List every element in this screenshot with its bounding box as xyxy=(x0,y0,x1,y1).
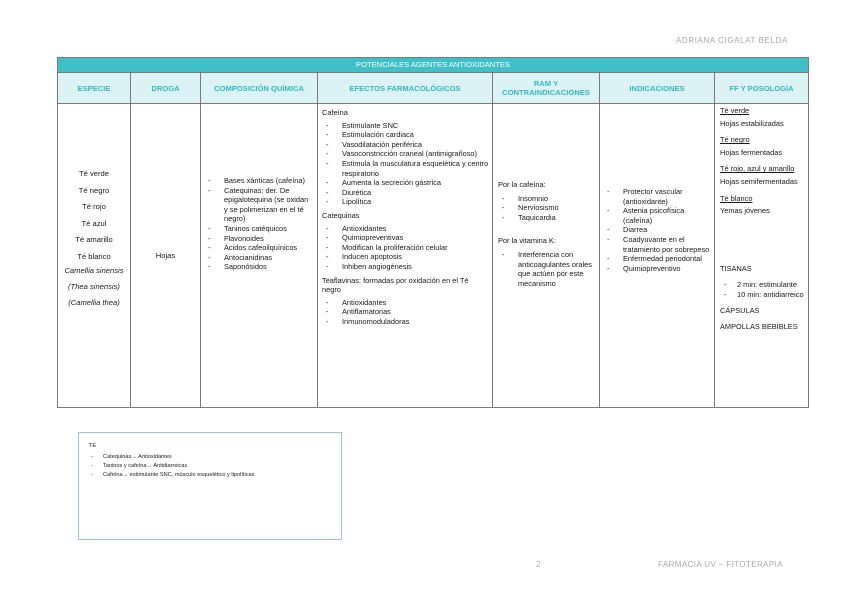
ram-cell xyxy=(493,104,600,408)
efectos-teaflavinas-title: Teaflavinas: formadas por oxidación en el Té negro xyxy=(322,275,469,295)
efecto-item: - Antioxidantes xyxy=(322,298,489,308)
efectos-catequinas-title: Catequinas xyxy=(322,210,360,220)
indicacion-item: - Diarrea xyxy=(603,225,710,235)
especie-item: Té negro xyxy=(78,185,110,195)
indicacion-item: - Protector vascular (antioxidante) xyxy=(603,187,710,206)
efectos-cell xyxy=(318,104,493,408)
ff-tisanas-title: TISANAS xyxy=(720,263,752,273)
ram-item: - Insomnio xyxy=(498,194,596,204)
efecto-item: - Antiflamatorias xyxy=(322,307,489,317)
notes-title: TÉ xyxy=(89,443,97,449)
author-name: ADRIANA CIGALAT BELDA xyxy=(676,36,788,45)
efectos-cafeina-title: Cafeína xyxy=(322,108,348,117)
composicion-item: - Taninos catéquicos xyxy=(204,224,313,234)
efecto-item: - Diurética xyxy=(322,188,489,198)
column-header-especie: ESPECIE xyxy=(58,73,131,104)
especie-cell xyxy=(58,104,131,408)
composicion-item: - Catequinas: der. De epigalotequina (se oxidan y se polimerizan en el té negro) xyxy=(204,186,313,224)
note-item: - Catequinas→ Antioxidantes xyxy=(89,453,331,462)
especie-item: Té amarillo xyxy=(75,235,113,245)
ff-posologia-cell xyxy=(715,104,809,408)
efecto-item: - Inmunomoduladoras xyxy=(322,317,489,327)
scientific-name: (Camellia thea) xyxy=(68,297,120,307)
efecto-item: - Inducen apoptosis xyxy=(322,252,489,262)
indicacion-item: - Quimiopreventivo xyxy=(603,264,710,274)
efecto-item: - Aumenta la secreción gástrica xyxy=(322,178,489,188)
ff-ampollas: AMPOLLAS BEBIBLES xyxy=(720,322,798,332)
composicion-item: - Ácidos cafeoilquínicos xyxy=(204,243,313,253)
note-item: - Taninos y cafeína→ Antidiarreicas xyxy=(89,462,331,471)
indicaciones-cell xyxy=(600,104,715,408)
especie-item: Té blanco xyxy=(77,251,111,261)
efecto-item: - Estimulante SNC xyxy=(322,121,489,131)
composicion-item: - Bases xánticas (cafeína) xyxy=(204,176,313,186)
efecto-item: - Vasodilatación periférica xyxy=(322,140,489,150)
efecto-item: - Estimula la musculatura esquelética y centro respiratorio xyxy=(322,159,489,178)
especie-item: Té verde xyxy=(79,169,109,178)
ram-cafeina-title: Por la cafeína: xyxy=(498,180,546,189)
tisana-item: - 10 min: antidiarreico xyxy=(720,290,806,300)
column-header-indicaciones: INDICACIONES xyxy=(600,73,715,104)
ff-capsulas: CÁPSULAS xyxy=(720,305,760,315)
ram-item: - Taquicardia xyxy=(498,213,596,223)
column-header-ff: FF Y POSOLOGÍA xyxy=(715,73,809,104)
antioxidants-table xyxy=(57,57,809,408)
ff-rojo-desc: Hojas semifermentadas xyxy=(720,176,798,186)
notes-box xyxy=(78,432,342,540)
composicion-item: - Antocianidinas xyxy=(204,253,313,263)
especie-item: Té azul xyxy=(81,218,107,228)
ff-rojo-title: Té rojo, azul y amarillo xyxy=(720,164,795,174)
efecto-item: - Vasoconstricción craneal (antimigrañoso) xyxy=(322,149,489,159)
tisana-item: - 2 min: estimulante xyxy=(720,280,806,290)
scientific-name: (Thea sinensis) xyxy=(68,281,120,291)
page-number: 2 xyxy=(536,560,541,569)
ff-negro-desc: Hojas fermentadas xyxy=(720,147,783,157)
ff-blanco-title: Té blanco xyxy=(720,193,753,203)
efecto-item: - Quimiopreventivas xyxy=(322,233,489,243)
table-title: POTENCIALES AGENTES ANTIOXIDANTES xyxy=(58,58,809,73)
indicacion-item: - Coadyuvante en el tratamiento por sobrepeso xyxy=(603,235,710,254)
note-item: - Cafeína→ estimulante SNC, músculo esquelético y lipolíticas xyxy=(89,471,331,480)
ff-negro-title: Té negro xyxy=(720,135,750,145)
especie-item: Té rojo xyxy=(82,202,106,212)
ff-verde-desc: Hojas estabilizadas xyxy=(720,118,784,128)
ff-verde-title: Té verde xyxy=(720,106,750,115)
indicacion-item: - Astenia psicofísica (cafeína) xyxy=(603,206,710,225)
composicion-item: - Flavonoides xyxy=(204,234,313,244)
efecto-item: - Lipolítica xyxy=(322,197,489,207)
ram-item: - Interferencia con anticoagulantes orales que actúen por este mecanismo xyxy=(498,250,596,288)
efecto-item: - Modifican la proliferación celular xyxy=(322,243,489,253)
column-header-composicion: COMPOSICIÓN QUÍMICA xyxy=(201,73,318,104)
indicacion-item: - Enfermedad periodontal xyxy=(603,254,710,264)
scientific-name: Camellia sinensis xyxy=(64,265,124,275)
column-header-ram: RAM Y CONTRAINDICACIONES xyxy=(493,73,600,104)
efecto-item: - Estimulación cardiaca xyxy=(322,130,489,140)
ram-item: - Nerviosismo xyxy=(498,203,596,213)
column-header-efectos: EFECTOS FARMACOLÓGICOS xyxy=(318,73,493,104)
footer-course: FARMACIA UV – FITOTERAPIA xyxy=(658,560,783,569)
composicion-cell xyxy=(201,104,318,408)
efecto-item: - Antioxidantes xyxy=(322,224,489,234)
ram-vitk-title: Por la vitamina K: xyxy=(498,236,556,246)
composicion-item: - Saponósidos xyxy=(204,262,313,272)
column-header-droga: DROGA xyxy=(131,73,201,104)
efecto-item: - Inhiben angiogénesis xyxy=(322,262,489,272)
ff-blanco-desc: Yemas jóvenes xyxy=(720,206,770,216)
droga-cell: Hojas xyxy=(131,104,201,408)
